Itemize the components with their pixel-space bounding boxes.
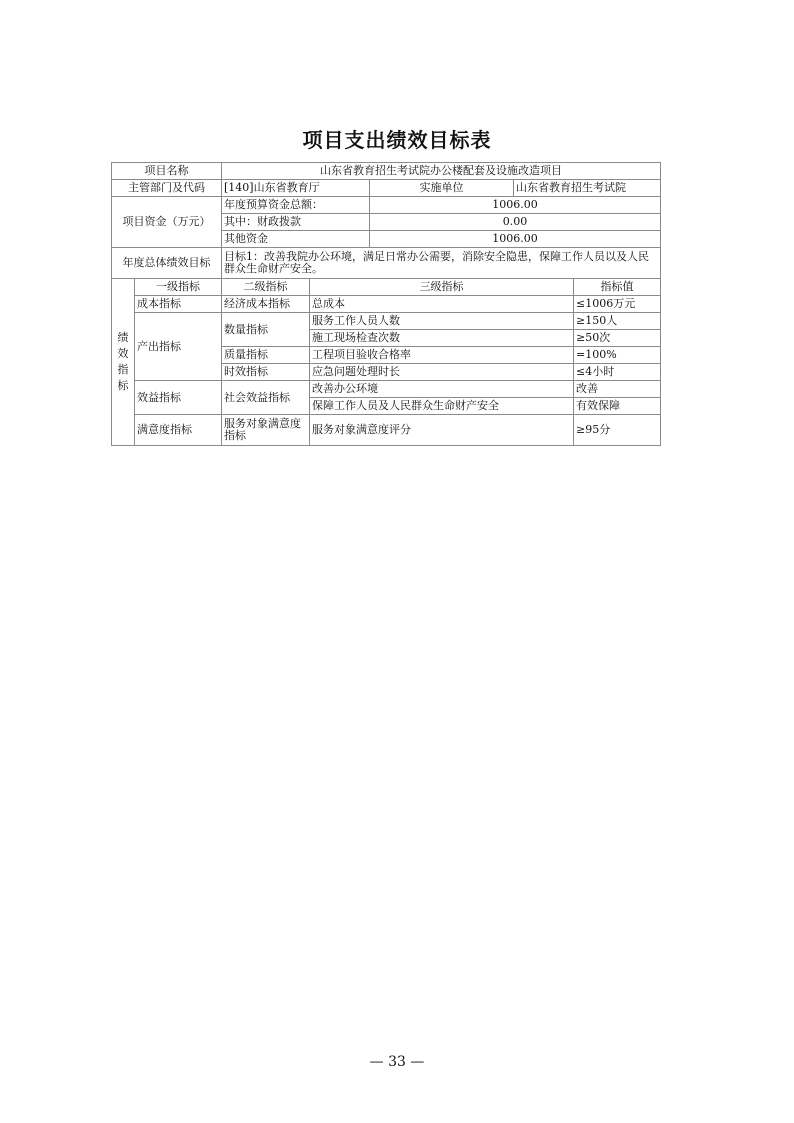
value-other-funds: 1006.00 xyxy=(370,231,661,248)
cost-l3: 总成本 xyxy=(310,296,574,313)
timeliness-l2: 时效指标 xyxy=(222,364,310,381)
satisfaction-value: ≥95分 xyxy=(574,415,661,446)
header-level2: 二级指标 xyxy=(222,279,310,296)
value-annual-target: 目标1：改善我院办公环境，满足日常办公需要，消除安全隐患，保障工作人员以及人民群众生命财产安全。 xyxy=(222,248,661,279)
label-annual-budget: 年度预算资金总额： xyxy=(222,197,370,214)
table-row xyxy=(112,415,661,446)
quantity-value-2: ≥50次 xyxy=(574,330,661,347)
row-project-name xyxy=(112,163,661,180)
output-l1: 产出指标 xyxy=(135,313,222,381)
benefit-l1: 效益指标 xyxy=(135,381,222,415)
page-number: — 33 — xyxy=(369,1054,425,1070)
value-project-name: 山东省教育招生考试院办公楼配套及设施改造项目 xyxy=(222,163,661,180)
timeliness-value: ≤4小时 xyxy=(574,364,661,381)
label-other-funds: 其他资金 xyxy=(222,231,370,248)
label-perf-indicators: 绩 效 指 标 xyxy=(112,279,135,446)
table-row xyxy=(112,313,661,330)
quality-l2: 质量指标 xyxy=(222,347,310,364)
quantity-l3-2: 施工现场检查次数 xyxy=(310,330,574,347)
value-fiscal: 0.00 xyxy=(370,214,661,231)
header-level3: 三级指标 xyxy=(310,279,574,296)
label-dept-code: 主管部门及代码 xyxy=(112,180,222,197)
label-annual-target: 年度总体绩效目标 xyxy=(112,248,222,279)
benefit-l3-2: 保障工作人员及人民群众生命财产安全 xyxy=(310,398,574,415)
table-row xyxy=(112,381,661,398)
satisfaction-l3: 服务对象满意度评分 xyxy=(310,415,574,446)
timeliness-l3: 应急问题处理时长 xyxy=(310,364,574,381)
cost-value: ≤1006万元 xyxy=(574,296,661,313)
satisfaction-l1: 满意度指标 xyxy=(135,415,222,446)
quality-l3: 工程项目验收合格率 xyxy=(310,347,574,364)
satisfaction-l2: 服务对象满意度指标 xyxy=(222,415,310,446)
row-annual-target xyxy=(112,248,661,279)
header-level1: 一级指标 xyxy=(135,279,222,296)
label-funds: 项目资金（万元） xyxy=(112,197,222,248)
page-title: 项目支出绩效目标表 xyxy=(302,128,492,152)
row-budget-total xyxy=(112,197,661,214)
value-dept-code: [140]山东省教育厅 xyxy=(222,180,370,197)
label-impl-unit: 实施单位 xyxy=(370,180,514,197)
benefit-l3-1: 改善办公环境 xyxy=(310,381,574,398)
quality-value: =100% xyxy=(574,347,661,364)
benefit-value-2: 有效保障 xyxy=(574,398,661,415)
benefit-l2: 社会效益指标 xyxy=(222,381,310,415)
quantity-value-1: ≥150人 xyxy=(574,313,661,330)
cost-l1: 成本指标 xyxy=(135,296,222,313)
header-value: 指标值 xyxy=(574,279,661,296)
label-fiscal: 其中：财政拨款 xyxy=(222,214,370,231)
quantity-l2: 数量指标 xyxy=(222,313,310,347)
value-annual-budget: 1006.00 xyxy=(370,197,661,214)
row-dept xyxy=(112,180,661,197)
value-impl-unit: 山东省教育招生考试院 xyxy=(514,180,661,197)
benefit-value-1: 改善 xyxy=(574,381,661,398)
cost-l2: 经济成本指标 xyxy=(222,296,310,313)
label-project-name: 项目名称 xyxy=(112,163,222,180)
table-row xyxy=(112,296,661,313)
quantity-l3-1: 服务工作人员人数 xyxy=(310,313,574,330)
row-indicator-headers xyxy=(112,279,661,296)
performance-target-table xyxy=(111,162,661,446)
